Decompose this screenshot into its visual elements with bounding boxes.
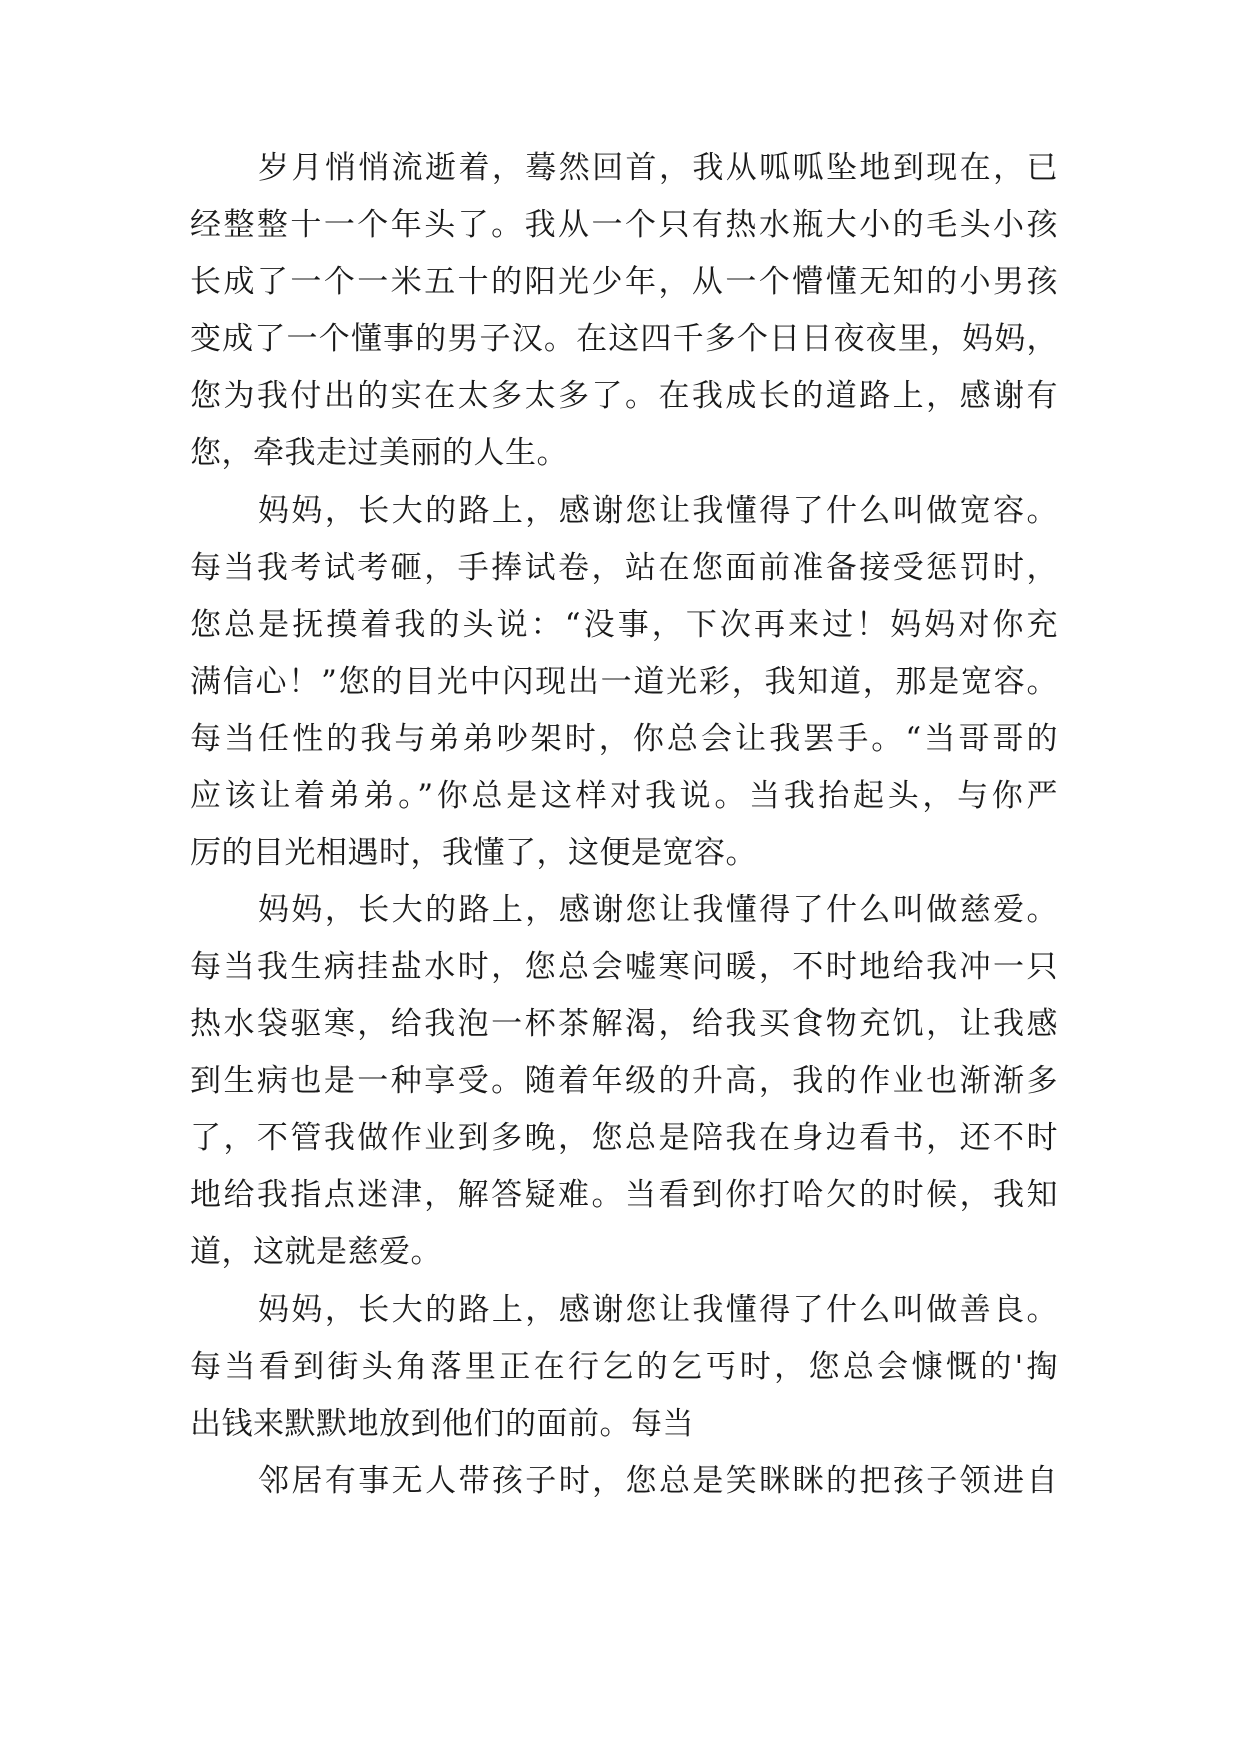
paragraph-3-line-6: 地给我指点迷津，解答疑难。当看到你打哈欠的时候，我知 xyxy=(190,1177,1058,1213)
paragraph-2-line-6: 应该让着弟弟。”你总是这样对我说。当我抬起头，与你严 xyxy=(190,778,1058,814)
paragraph-2-line-4: 满信心！”您的目光中闪现出一道光彩，我知道，那是宽容。 xyxy=(190,664,1058,700)
paragraph-2-line-2: 每当我考试考砸，手捧试卷，站在您面前准备接受惩罚时， xyxy=(190,550,1058,586)
paragraph-1-line-1: 岁月悄悄流逝着，蓦然回首，我从呱呱坠地到现在，已 xyxy=(258,150,1058,186)
paragraph-1-line-4: 变成了一个懂事的男子汉。在这四千多个日日夜夜里，妈妈， xyxy=(190,321,1058,357)
paragraph-3-line-4: 到生病也是一种享受。随着年级的升高，我的作业也渐渐多 xyxy=(190,1063,1058,1099)
paragraph-3-line-5: 了，不管我做作业到多晚，您总是陪我在身边看书，还不时 xyxy=(190,1120,1058,1156)
paragraph-3-line-7: 道，这就是慈爱。 xyxy=(190,1234,442,1270)
paragraph-2-line-7: 厉的目光相遇时，我懂了，这便是宽容。 xyxy=(190,835,757,871)
paragraph-3-line-3: 热水袋驱寒，给我泡一杯茶解渴，给我买食物充饥，让我感 xyxy=(190,1006,1058,1042)
paragraph-2-line-3: 您总是抚摸着我的头说：“没事，下次再来过！妈妈对你充 xyxy=(190,607,1058,643)
paragraph-5-line-1: 邻居有事无人带孩子时，您总是笑眯眯的把孩子领进自 xyxy=(258,1463,1058,1499)
paragraph-1-line-5: 您为我付出的实在太多太多了。在我成长的道路上，感谢有 xyxy=(190,378,1058,414)
paragraph-3-line-1: 妈妈，长大的路上，感谢您让我懂得了什么叫做慈爱。 xyxy=(258,892,1058,928)
paragraph-4-line-1: 妈妈，长大的路上，感谢您让我懂得了什么叫做善良。 xyxy=(258,1292,1058,1328)
paragraph-2-line-5: 每当任性的我与弟弟吵架时，你总会让我罢手。“当哥哥的 xyxy=(190,721,1058,757)
paragraph-1-line-2: 经整整十一个年头了。我从一个只有热水瓶大小的毛头小孩 xyxy=(190,207,1058,243)
paragraph-1-line-6: 您，牵我走过美丽的人生。 xyxy=(190,435,568,471)
paragraph-4-line-3: 出钱来默默地放到他们的面前。每当 xyxy=(190,1406,694,1442)
paragraph-3-line-2: 每当我生病挂盐水时，您总会嘘寒问暖，不时地给我冲一只 xyxy=(190,949,1058,985)
paragraph-1-line-3: 长成了一个一米五十的阳光少年，从一个懵懂无知的小男孩 xyxy=(190,264,1058,300)
paragraph-4-line-2: 每当看到街头角落里正在行乞的乞丐时，您总会慷慨的'掏 xyxy=(190,1349,1058,1385)
paragraph-2-line-1: 妈妈，长大的路上，感谢您让我懂得了什么叫做宽容。 xyxy=(258,493,1058,529)
